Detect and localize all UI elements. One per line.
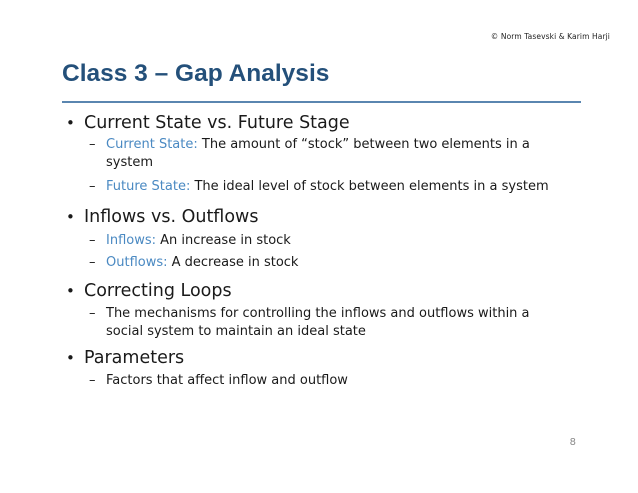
dash-marker: – xyxy=(89,179,96,194)
dash-marker: – xyxy=(89,373,96,388)
copyright-text: © Norm Tasevski & Karim Harji xyxy=(490,32,610,41)
bullet-text: Correcting Loops xyxy=(84,281,232,301)
sub-bullet-keyword: Inflows: xyxy=(106,233,157,248)
sub-bullet-text: Factors that affect inflow and outflow xyxy=(106,373,348,388)
dash-marker: – xyxy=(89,233,96,248)
bullet-text: Parameters xyxy=(84,348,185,368)
bullet-current-vs-future xyxy=(62,110,592,136)
bullet-marker: • xyxy=(66,349,75,367)
bullet-correcting-loops xyxy=(62,278,592,304)
bullet-marker: • xyxy=(66,282,75,300)
dash-marker: – xyxy=(89,255,96,270)
sub-bullet-outflows xyxy=(62,254,592,272)
sub-bullet-future-state xyxy=(62,178,592,196)
page-number: 8 xyxy=(569,437,576,448)
title-divider xyxy=(62,101,581,103)
sub-bullet-text: A decrease in stock xyxy=(167,255,299,270)
sub-bullet-keyword: Outflows: xyxy=(106,255,168,270)
dash-marker: – xyxy=(89,137,96,152)
sub-bullet-current-state xyxy=(62,136,592,172)
sub-bullet-mechanisms xyxy=(62,305,592,341)
dash-marker: – xyxy=(89,306,96,321)
sub-bullet-keyword: Current State: xyxy=(106,137,198,152)
slide-title: Class 3 – Gap Analysis xyxy=(62,60,330,87)
bullet-parameters xyxy=(62,345,592,371)
sub-bullet-text: The mechanisms for controlling the inflows and outflows within a social system to maintain an ideal state xyxy=(106,306,530,339)
slide-body xyxy=(62,110,592,390)
sub-bullet-text: The amount of “stock” between two elements in a system xyxy=(106,137,530,170)
sub-bullet-keyword: Future State: xyxy=(106,179,191,194)
bullet-text: Current State vs. Future Stage xyxy=(84,113,350,133)
sub-bullet-text: The ideal level of stock between elements in a system xyxy=(190,179,549,194)
sub-bullet-factors xyxy=(62,372,592,390)
bullet-text: Inflows vs. Outflows xyxy=(84,207,259,227)
bullet-marker: • xyxy=(66,208,75,226)
sub-bullet-text: An increase in stock xyxy=(156,233,291,248)
bullet-inflows-vs-outflows xyxy=(62,204,592,230)
sub-bullet-inflows xyxy=(62,232,592,250)
bullet-marker: • xyxy=(66,114,75,132)
